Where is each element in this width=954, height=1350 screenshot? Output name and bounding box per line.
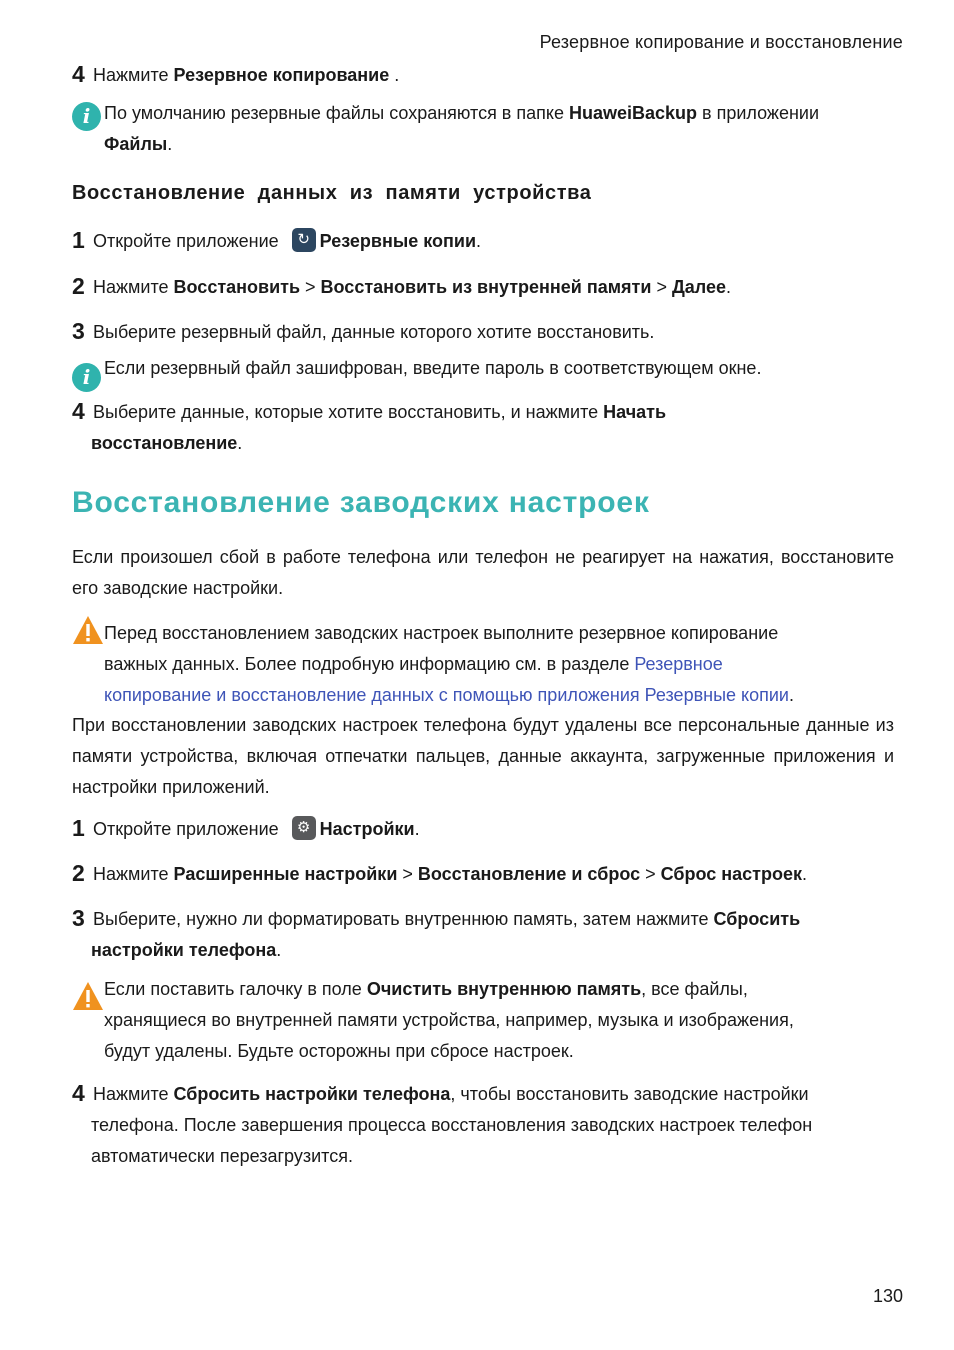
warning-text: будут удалены. Будьте осторожны при сбросе настроек. bbox=[104, 1041, 574, 1061]
step-text: , чтобы восстановить заводские настройки bbox=[450, 1084, 809, 1104]
step-text: Выберите, нужно ли форматировать внутреннюю память, затем нажмите bbox=[93, 909, 714, 929]
step-text-end: . bbox=[476, 231, 482, 251]
warning-text: , все файлы, bbox=[641, 979, 748, 999]
step-text: Нажмите bbox=[93, 864, 174, 884]
ui-term: восстановление bbox=[91, 433, 238, 453]
step-text-end: . bbox=[726, 277, 732, 297]
note-text-end: . bbox=[167, 134, 173, 154]
step-text: Нажмите bbox=[93, 1084, 174, 1104]
cross-reference-link[interactable]: копирование и восстановление данных с помощью приложения Резервные копии bbox=[104, 685, 789, 705]
step-text-end: . bbox=[414, 819, 420, 839]
step-reset-3 bbox=[72, 904, 894, 966]
step-text-end: . bbox=[801, 864, 807, 884]
intro-paragraph: Если произошел сбой в работе телефона или телефон не реагирует на нажатия, восстановите его заводские настройки. bbox=[72, 547, 894, 598]
ui-term: Начать bbox=[603, 402, 667, 422]
step-number: 4 bbox=[72, 61, 85, 87]
warning-note bbox=[72, 974, 894, 1067]
step-backup-4 bbox=[72, 60, 894, 91]
separator: > bbox=[640, 864, 661, 884]
ui-term: Резервное копирование bbox=[173, 65, 390, 85]
step-text: Выберите резервный файл, данные которого хотите восстановить. bbox=[93, 322, 655, 342]
ui-term: настройки телефона bbox=[91, 940, 277, 960]
ui-term: Сбросить bbox=[713, 909, 801, 929]
step-number: 1 bbox=[72, 815, 85, 841]
note-text: По умолчанию резервные файлы сохраняются в папке bbox=[104, 103, 569, 123]
step-text: Выберите данные, которые хотите восстановить, и нажмите bbox=[93, 402, 604, 422]
step-restore-4 bbox=[72, 397, 894, 459]
step-number: 3 bbox=[72, 905, 85, 931]
subsection-heading: Восстановление данных из памяти устройства bbox=[72, 182, 592, 204]
step-text: Нажмите bbox=[93, 65, 174, 85]
warning-icon bbox=[72, 981, 104, 1011]
step-text: телефона. После завершения процесса восстановления заводских настроек телефон bbox=[91, 1115, 813, 1135]
step-restore-2 bbox=[72, 272, 894, 303]
folder-name: HuaweiBackup bbox=[568, 103, 698, 123]
ui-term: Расширенные настройки bbox=[173, 864, 398, 884]
ui-term: Сброс настроек bbox=[660, 864, 802, 884]
step-number: 3 bbox=[72, 318, 85, 344]
step-number: 4 bbox=[72, 398, 85, 424]
step-reset-4 bbox=[72, 1079, 894, 1172]
option-name: Очистить внутреннюю память bbox=[366, 979, 642, 999]
step-text: Откройте приложение bbox=[93, 819, 284, 839]
warning-text: хранящиеся во внутренней памяти устройства, например, музыка и изображения, bbox=[104, 1010, 794, 1030]
app-name: Резервные копии bbox=[319, 231, 477, 251]
section-title: Восстановление заводских настроек bbox=[72, 486, 650, 519]
warning-text-end: . bbox=[788, 685, 794, 705]
info-icon: i bbox=[72, 363, 101, 392]
step-text: Нажмите bbox=[93, 277, 174, 297]
backup-app-icon: ↻ bbox=[292, 228, 316, 252]
step-text: Откройте приложение bbox=[93, 231, 284, 251]
info-note bbox=[72, 353, 894, 389]
step-number: 2 bbox=[72, 273, 85, 299]
step-reset-2 bbox=[72, 859, 894, 890]
step-restore-1 bbox=[72, 226, 894, 257]
ui-term: Восстановить bbox=[173, 277, 301, 297]
separator: > bbox=[397, 864, 418, 884]
step-reset-1 bbox=[72, 814, 894, 845]
app-name: Настройки bbox=[319, 819, 415, 839]
step-number: 2 bbox=[72, 860, 85, 886]
cross-reference-link[interactable]: Резервное bbox=[634, 654, 723, 674]
ui-term: Далее bbox=[671, 277, 727, 297]
ui-term: Восстановить из внутренней памяти bbox=[320, 277, 652, 297]
warning-note bbox=[72, 618, 894, 711]
warning-text: Перед восстановлением заводских настроек выполните резервное копирование bbox=[104, 623, 779, 643]
info-note bbox=[72, 98, 894, 160]
ui-term: Сбросить настройки телефона bbox=[173, 1084, 451, 1104]
data-loss-paragraph: При восстановлении заводских настроек телефона будут удалены все персональные данные из памяти устройства, включая отпечатки пальцев, данные аккаунта, загруженные приложения и настройки приложений. bbox=[72, 715, 894, 797]
warning-text: Если поставить галочку в поле bbox=[104, 979, 367, 999]
step-number: 4 bbox=[72, 1080, 85, 1106]
separator: > bbox=[300, 277, 321, 297]
step-text-end: . bbox=[237, 433, 243, 453]
note-text-mid: в приложении bbox=[697, 103, 820, 123]
step-text-end: . bbox=[276, 940, 282, 960]
warning-icon bbox=[72, 615, 104, 645]
running-header: Резервное копирование и восстановление bbox=[539, 32, 903, 52]
page-number: 130 bbox=[872, 1286, 903, 1306]
warning-text: важных данных. Более подробную информацию см. в разделе bbox=[104, 654, 635, 674]
step-text: автоматически перезагрузится. bbox=[91, 1146, 353, 1166]
app-name: Файлы bbox=[104, 134, 168, 154]
info-icon: i bbox=[72, 102, 101, 131]
separator: > bbox=[651, 277, 672, 297]
note-text: Если резервный файл зашифрован, введите пароль в соответствующем окне. bbox=[104, 358, 762, 378]
step-text-end: . bbox=[389, 65, 400, 85]
step-restore-3 bbox=[72, 317, 894, 348]
ui-term: Восстановление и сброс bbox=[417, 864, 641, 884]
settings-app-icon: ⚙ bbox=[292, 816, 316, 840]
step-number: 1 bbox=[72, 227, 85, 253]
